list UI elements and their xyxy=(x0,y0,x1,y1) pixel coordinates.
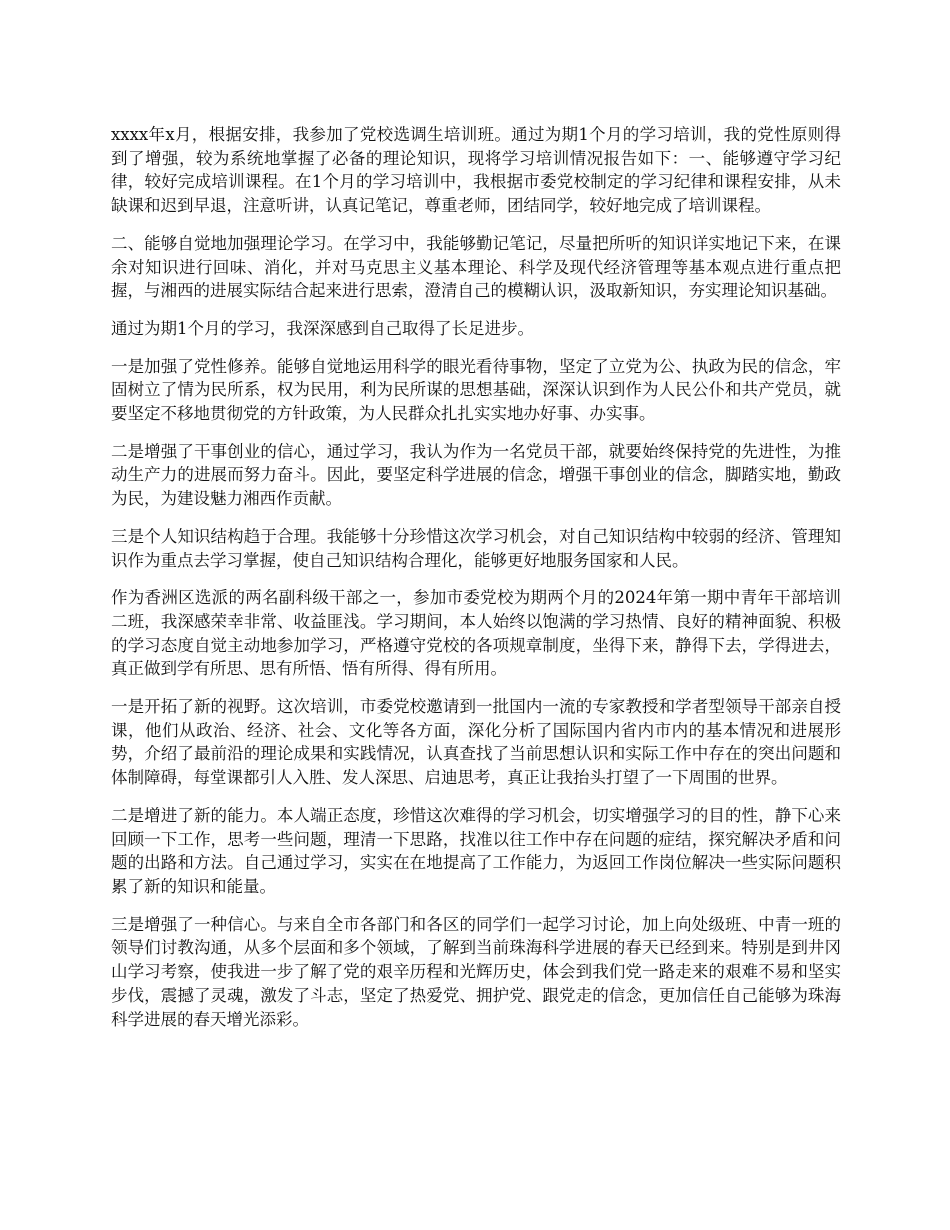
document-body xyxy=(111,123,841,1045)
paragraph-9: 二是增进了新的能力。本人端正态度，珍惜这次难得的学习机会，切实增强学习的目的性，静下心来回顾一下工作，思考一些问题，理清一下思路，找准以往工作中存在问题的症结，探究解决矛盾和问题的出路和方法。自己通过学习，实实在在地提高了工作能力，为返回工作岗位解决一些实际问题积累了新的知识和能量。 xyxy=(111,805,841,896)
paragraph-4: 一是加强了党性修养。能够自觉地运用科学的眼光看待事物，坚定了立党为公、执政为民的信念，牢固树立了情为民所系，权为民用，利为民所谋的思想基础，深深认识到作为人民公仆和共产党员，就要坚定不移地贯彻党的方针政策，为人民群众扎扎实实地办好事、办实事。 xyxy=(111,356,841,424)
paragraph-3: 通过为期1个月的学习，我深深感到自己取得了长足进步。 xyxy=(111,318,534,338)
paragraph-7: 作为香洲区选派的两名副科级干部之一，参加市委党校为期两个月的2024年第一期中青年干部培训二班，我深感荣幸非常、收益匪浅。学习期间，本人始终以饱满的学习热情、良好的精神面貌、积极的学习态度自觉主动地参加学习，严格遵守党校的各项规章制度，坐得下来，静得下去，学得进去，真正做到学有所思、思有所悟、悟有所得、得有所用。 xyxy=(111,588,841,679)
paragraph-5: 二是增强了干事创业的信心，通过学习，我认为作为一名党员干部，就要始终保持党的先进性，为推动生产力的进展而努力奋斗。因此，要坚定科学进展的信念，增强干事创业的信念，脚踏实地，勤政为民，为建设魅力湘西作贡献。 xyxy=(111,441,841,509)
paragraph-10: 三是增强了一种信心。与来自全市各部门和各区的同学们一起学习讨论，加上向处级班、中青一班的领导们讨教沟通，从多个层面和多个领域，了解到当前珠海科学进展的春天已经到来。特别是到井冈山学习考察，使我进一步了解了党的艰辛历程和光辉历史，体会到我们党一路走来的艰难不易和坚实步伐，震撼了灵魂，激发了斗志，坚定了热爱党、拥护党、跟党走的信念，更加信任自己能够为珠海科学进展的春天增光添彩。 xyxy=(111,914,841,1029)
paragraph-8: 一是开拓了新的视野。这次培训，市委党校邀请到一批国内一流的专家教授和学者型领导干部亲自授课，他们从政治、经济、社会、文化等各方面，深化分析了国际国内省内市内的基本情况和进展形势，介绍了最前沿的理论成果和实践情况，认真查找了当前思想认识和实际工作中存在的突出问题和体制障碍，每堂课都引人入胜、发人深思、启迪思考，真正让我抬头打望了一下周围的世界。 xyxy=(111,697,841,788)
paragraph-1: xxxx年x月，根据安排，我参加了党校选调生培训班。通过为期1个月的学习培训，我的党性原则得到了增强，较为系统地掌握了必备的理论知识，现将学习培训情况报告如下：一、能够遵守学习纪律，较好完成培训课程。在1个月的学习培训中，我根据市委党校制定的学习纪律和课程安排，从未缺课和迟到早退，注意听讲，认真记笔记，尊重老师，团结同学，较好地完成了培训课程。 xyxy=(111,125,841,216)
paragraph-2: 二、能够自觉地加强理论学习。在学习中，我能够勤记笔记，尽量把所听的知识详实地记下来，在课余对知识进行回味、消化，并对马克思主义基本理论、科学及现代经济管理等基本观点进行重点把握，与湘西的进展实际结合起来进行思索，澄清自己的模糊认识，汲取新知识，夯实理论知识基础。 xyxy=(111,233,841,301)
paragraph-6: 三是个人知识结构趋于合理。我能够十分珍惜这次学习机会，对自己知识结构中较弱的经济、管理知识作为重点去学习掌握，使自己知识结构合理化，能够更好地服务国家和人民。 xyxy=(111,526,841,570)
